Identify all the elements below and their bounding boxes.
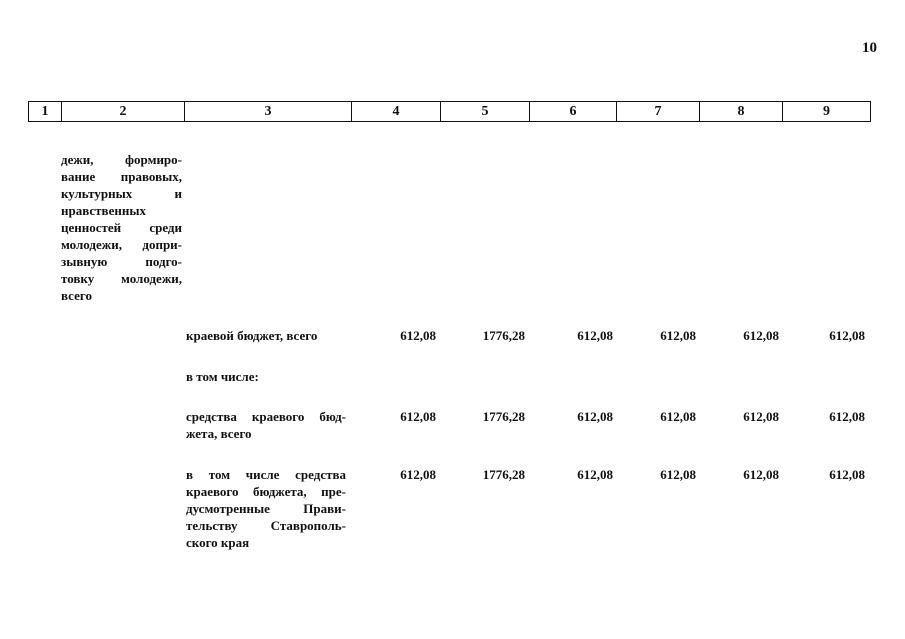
description-line: всего: [61, 288, 92, 303]
page-number: 10: [862, 40, 877, 56]
row-label: [186, 408, 346, 442]
value-col-6: 612,08: [577, 467, 613, 482]
column-header-1: 1: [29, 102, 62, 122]
row-label-line: краевого бюджета, пре-: [186, 484, 346, 499]
column-header-5: 5: [441, 102, 530, 122]
row-label-line: в том числе:: [186, 369, 259, 384]
column-header-table: [28, 101, 871, 122]
description-line: зывную подго-: [61, 254, 182, 269]
value-col-6: 612,08: [577, 409, 613, 424]
row-label: [186, 466, 346, 551]
value-col-5: 1776,28: [482, 328, 525, 343]
row-label-line: дусмотренные Прави-: [186, 501, 346, 516]
description-line: товку молодежи,: [61, 271, 182, 286]
value-col-4: 612,08: [400, 467, 436, 482]
measure-description: [61, 151, 182, 304]
row-label-line: ского края: [186, 535, 250, 550]
value-col-6: 612,08: [577, 328, 613, 343]
value-col-9: 612,08: [829, 409, 865, 424]
column-header-row: [29, 102, 871, 122]
column-header-3: 3: [185, 102, 352, 122]
value-col-5: 1776,28: [482, 409, 525, 424]
description-line: нравственных: [61, 203, 146, 218]
row-label-line: в том числе средства: [186, 467, 346, 482]
value-col-7: 612,08: [660, 409, 696, 424]
column-header-8: 8: [700, 102, 783, 122]
row-label-line: краевой бюджет, всего: [186, 328, 318, 343]
value-col-9: 612,08: [829, 467, 865, 482]
description-line: молодежи, допри-: [61, 237, 182, 252]
value-col-9: 612,08: [829, 328, 865, 343]
value-col-4: 612,08: [400, 328, 436, 343]
value-col-8: 612,08: [743, 328, 779, 343]
row-label-line: жета, всего: [186, 426, 252, 441]
row-label: [186, 368, 346, 385]
column-header-6: 6: [530, 102, 617, 122]
description-line: ценностей среди: [61, 220, 182, 235]
value-col-5: 1776,28: [482, 467, 525, 482]
description-line: вание правовых,: [61, 169, 182, 184]
row-label: [186, 327, 346, 344]
value-col-7: 612,08: [660, 467, 696, 482]
value-col-8: 612,08: [743, 409, 779, 424]
row-label-line: средства краевого бюд-: [186, 409, 346, 424]
value-col-4: 612,08: [400, 409, 436, 424]
description-line: культурных и: [61, 186, 182, 201]
row-label-line: тельству Ставрополь-: [186, 518, 346, 533]
column-header-2: 2: [62, 102, 185, 122]
value-col-8: 612,08: [743, 467, 779, 482]
column-header-9: 9: [783, 102, 871, 122]
column-header-7: 7: [617, 102, 700, 122]
value-col-7: 612,08: [660, 328, 696, 343]
column-header-4: 4: [352, 102, 441, 122]
description-line: дежи, формиро-: [61, 152, 182, 167]
